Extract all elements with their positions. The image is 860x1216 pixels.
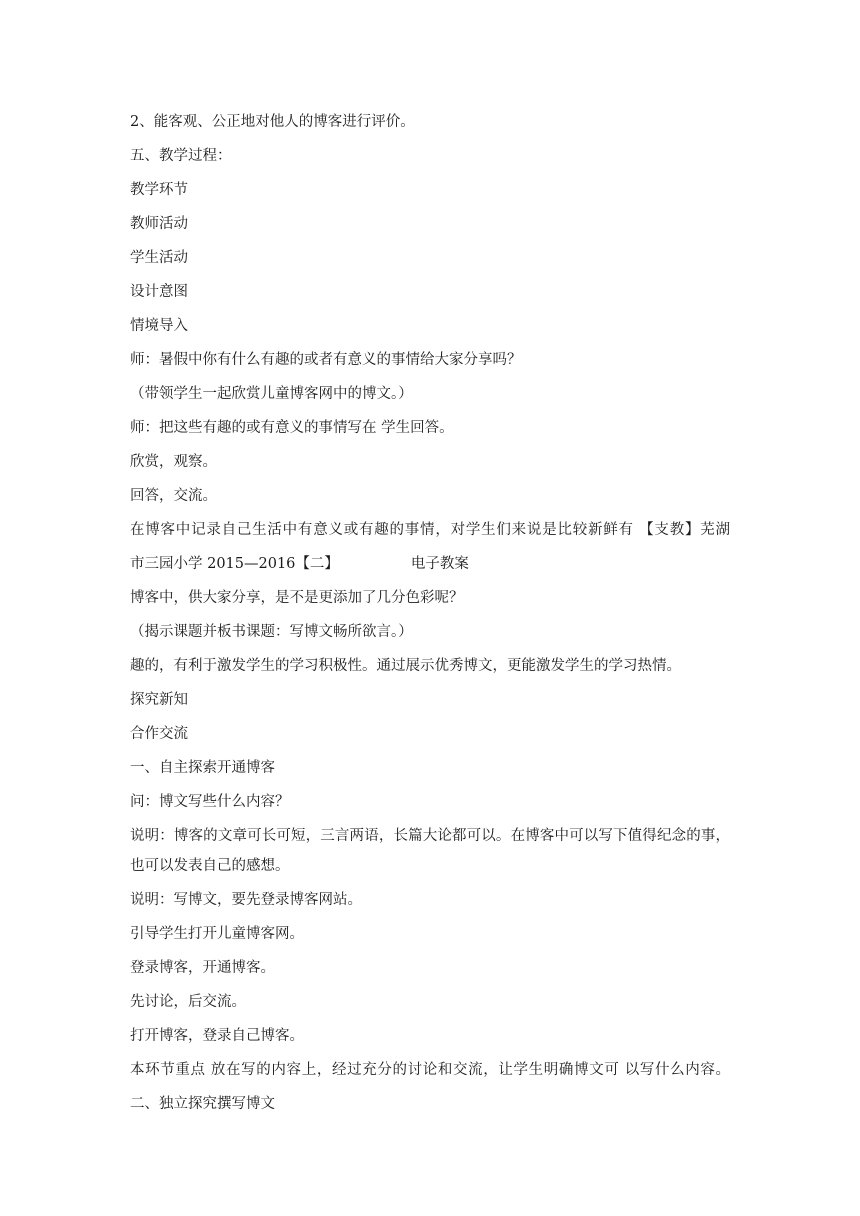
explanation-login: 说明：写博文，要先登录博客网站。 — [130, 892, 362, 908]
explanation-blog-length: 说明：博客的文章可长可短，三言两语，长篇大论都可以。在博客中可以写下值得纪念的事， — [130, 828, 730, 844]
table-header-teacher-activity: 教师活动 — [130, 216, 188, 232]
design-intent-line-1: 在博客中记录自己生活中有意义或有趣的事情，对学生们来说是比较新鲜有 【支教】芜湖 — [130, 522, 730, 538]
student-login-open-blog: 登录博客，开通博客。 — [130, 960, 275, 976]
section-heading-teaching-process: 五、教学过程： — [130, 148, 232, 164]
question-blog-content: 问：博文写些什么内容？ — [130, 794, 290, 810]
student-appreciate-observe: 欣赏，观察。 — [130, 454, 217, 470]
table-header-student-activity: 学生活动 — [130, 250, 188, 266]
student-discuss-exchange: 先讨论，后交流。 — [130, 994, 246, 1010]
objective-line-2: 2、能客观、公正地对他人的博客进行评价。 — [130, 114, 415, 130]
guide-open-blog-site: 引导学生打开儿童博客网。 — [130, 926, 304, 942]
teacher-note-appreciate-blogs: （带领学生一起欣赏儿童博客网中的博文。） — [130, 386, 413, 402]
stage-explore-new-knowledge: 探究新知 — [130, 692, 188, 708]
teacher-question-summer: 师：暑假中你有什么有趣的或者有意义的事情给大家分享吗？ — [130, 352, 522, 368]
table-header-teaching-stage: 教学环节 — [130, 182, 188, 198]
student-answer-exchange: 回答，交流。 — [130, 488, 217, 504]
stage-cooperative-exchange: 合作交流 — [130, 726, 188, 742]
explanation-blog-feelings: 也可以发表自己的感想。 — [130, 858, 290, 874]
section-write-blog: 二、独立探究撰写博文 — [130, 1096, 275, 1112]
table-header-design-intent: 设计意图 — [130, 284, 188, 300]
teacher-share-blog: 博客中，供大家分享，是不是更添加了几分色彩呢？ — [130, 590, 464, 606]
page-header-lesson-plan: 电子教案 — [410, 556, 469, 572]
teacher-prompt-write-blog: 师：把这些有趣的或有意义的事情写在 学生回答。 — [130, 420, 454, 436]
page-header-school — [130, 554, 469, 574]
student-open-own-blog: 打开博客，登录自己博客。 — [130, 1028, 304, 1044]
section-open-blog: 一、自主探索开通博客 — [130, 760, 275, 776]
design-intent-line-2: 趣的，有利于激发学生的学习积极性。通过展示优秀博文，更能激发学生的学习热情。 — [130, 658, 681, 674]
teacher-reveal-topic: （揭示课题并板书课题：写博文畅所欲言。） — [130, 624, 413, 640]
page-header-school-text: 市三园小学 2015—2016【二】 — [130, 556, 339, 572]
stage-situational-introduction: 情境导入 — [130, 318, 188, 334]
design-intent-focus: 本环节重点 放在写的内容上，经过充分的讨论和交流，让学生明确博文可 以写什么内容。 — [130, 1062, 730, 1078]
